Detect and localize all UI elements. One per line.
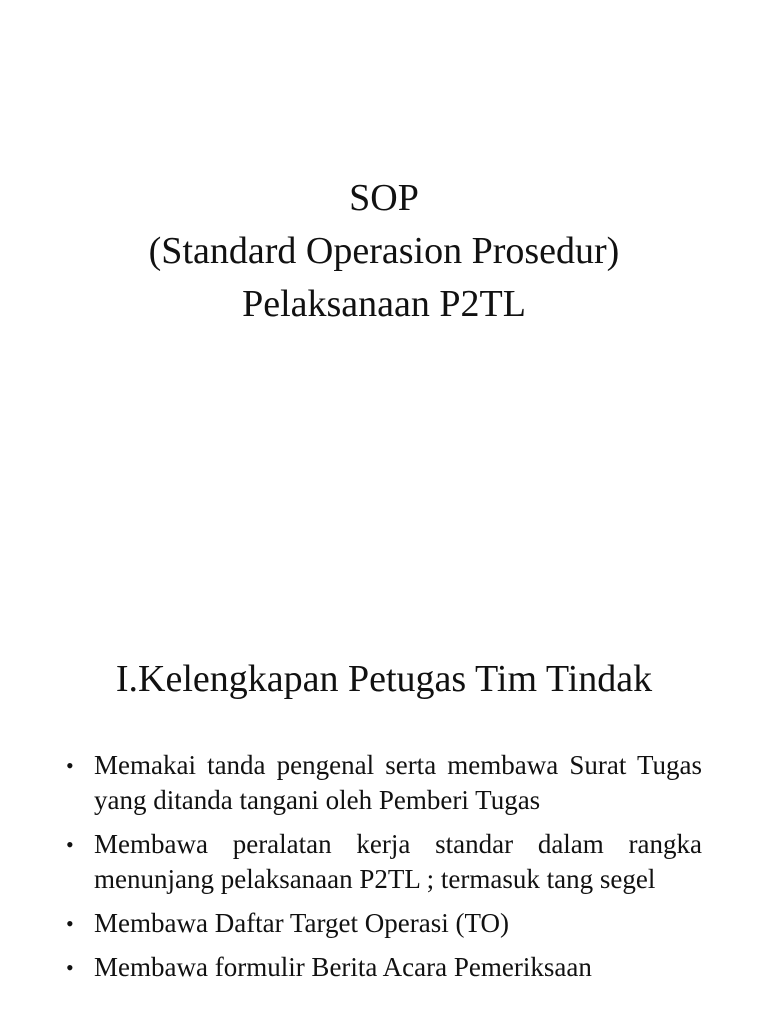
bullet-text: Membawa peralatan kerja standar dalam rangka menunjang pelaksanaan P2TL ; termasuk tang segel: [94, 829, 702, 894]
bullet-text: Membawa Daftar Target Operasi (TO): [94, 908, 509, 938]
bullet-item: [62, 950, 702, 985]
bullet-icon: •: [66, 753, 74, 778]
bullet-text: Membawa formulir Berita Acara Pemeriksaan: [94, 952, 592, 982]
section-heading: I.Kelengkapan Petugas Tim Tindak: [115, 658, 653, 700]
bullet-item: [62, 748, 702, 818]
slide-title-line-2: (Standard Operasion Prosedur): [148, 230, 620, 272]
bullet-list: [62, 748, 702, 994]
slide-title-line-3: Pelaksanaan P2TL: [242, 283, 526, 325]
bullet-item: [62, 906, 702, 941]
bullet-icon: •: [66, 955, 74, 980]
slide-title: [0, 172, 768, 331]
bullet-icon: •: [66, 911, 74, 936]
bullet-text: Memakai tanda pengenal serta membawa Surat Tugas yang ditanda tangani oleh Pemberi Tugas: [94, 750, 702, 815]
bullet-item: [62, 827, 702, 897]
bullet-icon: •: [66, 832, 74, 857]
slide-title-line-1: SOP: [349, 177, 419, 219]
